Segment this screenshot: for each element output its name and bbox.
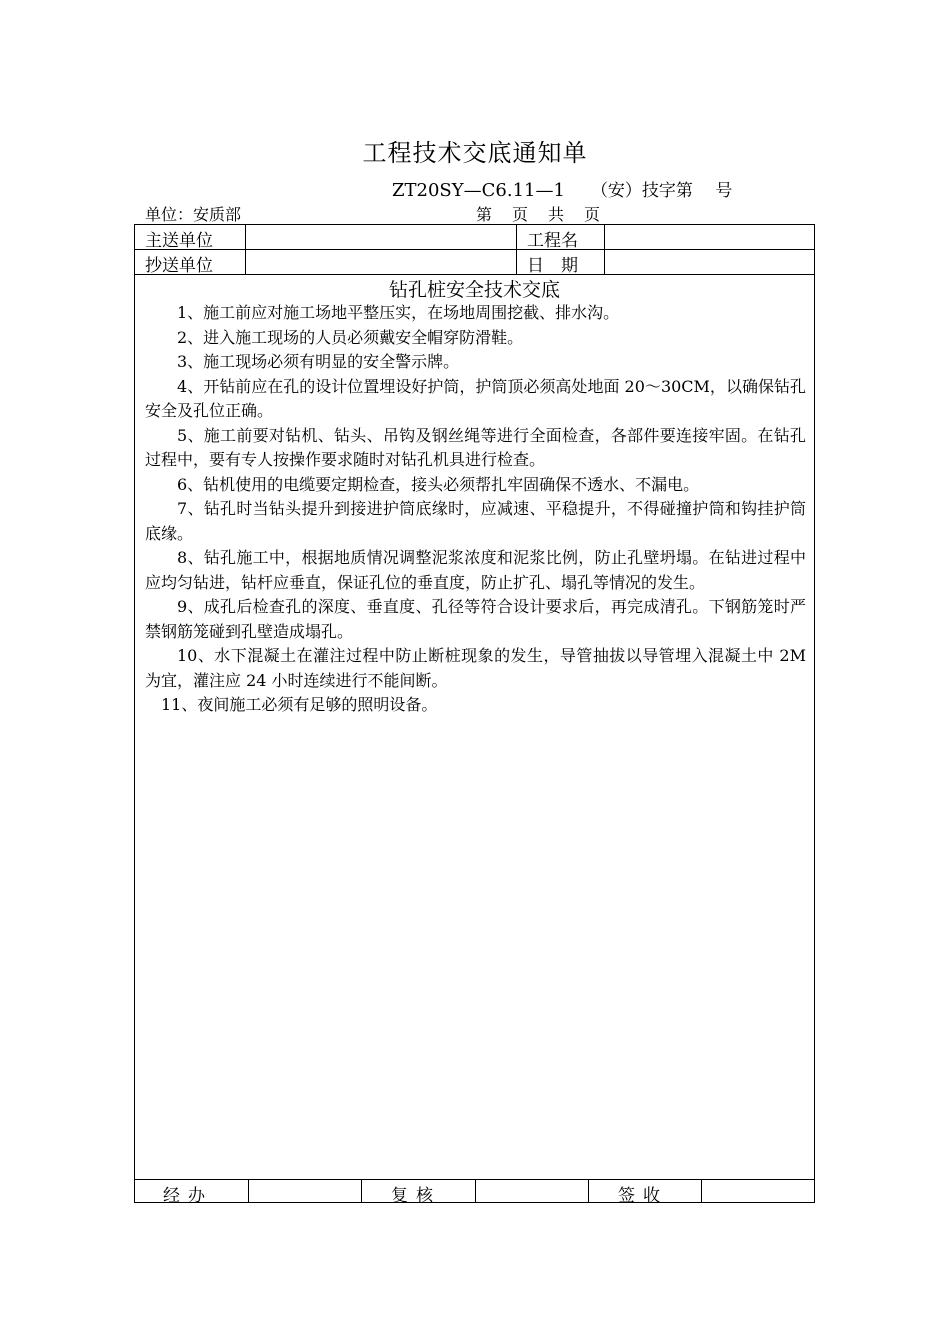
document-code-suffix: （安）技字第 号 <box>590 181 733 201</box>
disclosure-item: 9、成孔后检查孔的深度、垂直度、孔径等符合设计要求后，再完成清孔。下钢筋笼时严禁钢筋笼碰到孔壁造成塌孔。 <box>145 597 806 641</box>
disclosure-item: 10、水下混凝土在灌注过程中防止断桩现象的发生，导管抽拔以导管埋入混凝土中 2M 为宜，灌注应 24 小时连续进行不能间断。 <box>145 646 806 690</box>
column-divider <box>516 225 517 274</box>
handler-label: 经办 <box>163 1186 213 1206</box>
column-divider <box>604 225 605 274</box>
disclosure-item: 5、施工前要对钻机、钻头、吊钩及钢丝绳等进行全面检查，各部件要连接牢固。在钻孔过程中，要有专人按操作要求随时对钻孔机具进行检查。 <box>145 425 806 469</box>
disclosure-item: 11、夜间施工必须有足够的照明设备。 <box>161 695 438 714</box>
document-code <box>392 176 732 201</box>
project-name-label: 工程名 <box>527 231 578 251</box>
disclosure-item: 6、钻机使用的电缆要定期检查，接头必须帮扎牢固确保不透水、不漏电。 <box>177 474 700 494</box>
date-label: 日 期 <box>527 256 578 276</box>
column-divider <box>361 1179 362 1203</box>
disclosure-item: 2、进入施工现场的人员必须戴安全帽穿防滑鞋。 <box>177 327 524 347</box>
disclosure-title: 钻孔桩安全技术交底 <box>388 279 560 301</box>
page-info: 第 页 共 页 <box>476 205 603 224</box>
notice-form <box>134 224 815 1206</box>
column-divider <box>248 1179 249 1203</box>
row-divider <box>135 249 814 250</box>
document-title: 工程技术交底通知单 <box>362 139 588 167</box>
column-divider <box>245 225 246 274</box>
send-to-label: 主送单位 <box>145 231 213 251</box>
disclosure-item: 4、开钻前应在孔的设计位置埋设好护筒，护筒顶必须高处地面 20～30CM，以确保钻孔安全及孔位正确。 <box>145 376 806 420</box>
disclosure-item: 3、施工现场必须有明显的安全警示牌。 <box>177 352 460 371</box>
cc-label: 抄送单位 <box>145 256 213 276</box>
disclosure-item: 1、施工前应对施工场地平整压实，在场地周围挖截、排水沟。 <box>177 303 620 322</box>
document-code-number: ZT20SY—C6.11—1 <box>392 180 565 201</box>
reviewer-label: 复核 <box>391 1186 441 1206</box>
unit-label: 单位：安质部 <box>145 205 242 224</box>
column-divider <box>588 1179 589 1203</box>
disclosure-item: 7、钻孔时当钻头提升到接进护筒底缘时，应减速、平稳提升，不得碰撞护筒和钩挂护筒底缘。 <box>145 499 806 543</box>
disclosure-item: 8、钻孔施工中，根据地质情况调整泥浆浓度和泥浆比例，防止孔壁坍塌。在钻进过程中应均匀钻进，钻杆应垂直，保证孔位的垂直度，防止扩孔、塌孔等情况的发生。 <box>145 548 806 592</box>
disclosure-content <box>145 301 806 718</box>
receiver-label: 签收 <box>618 1186 668 1206</box>
column-divider <box>475 1179 476 1203</box>
column-divider <box>701 1179 702 1203</box>
